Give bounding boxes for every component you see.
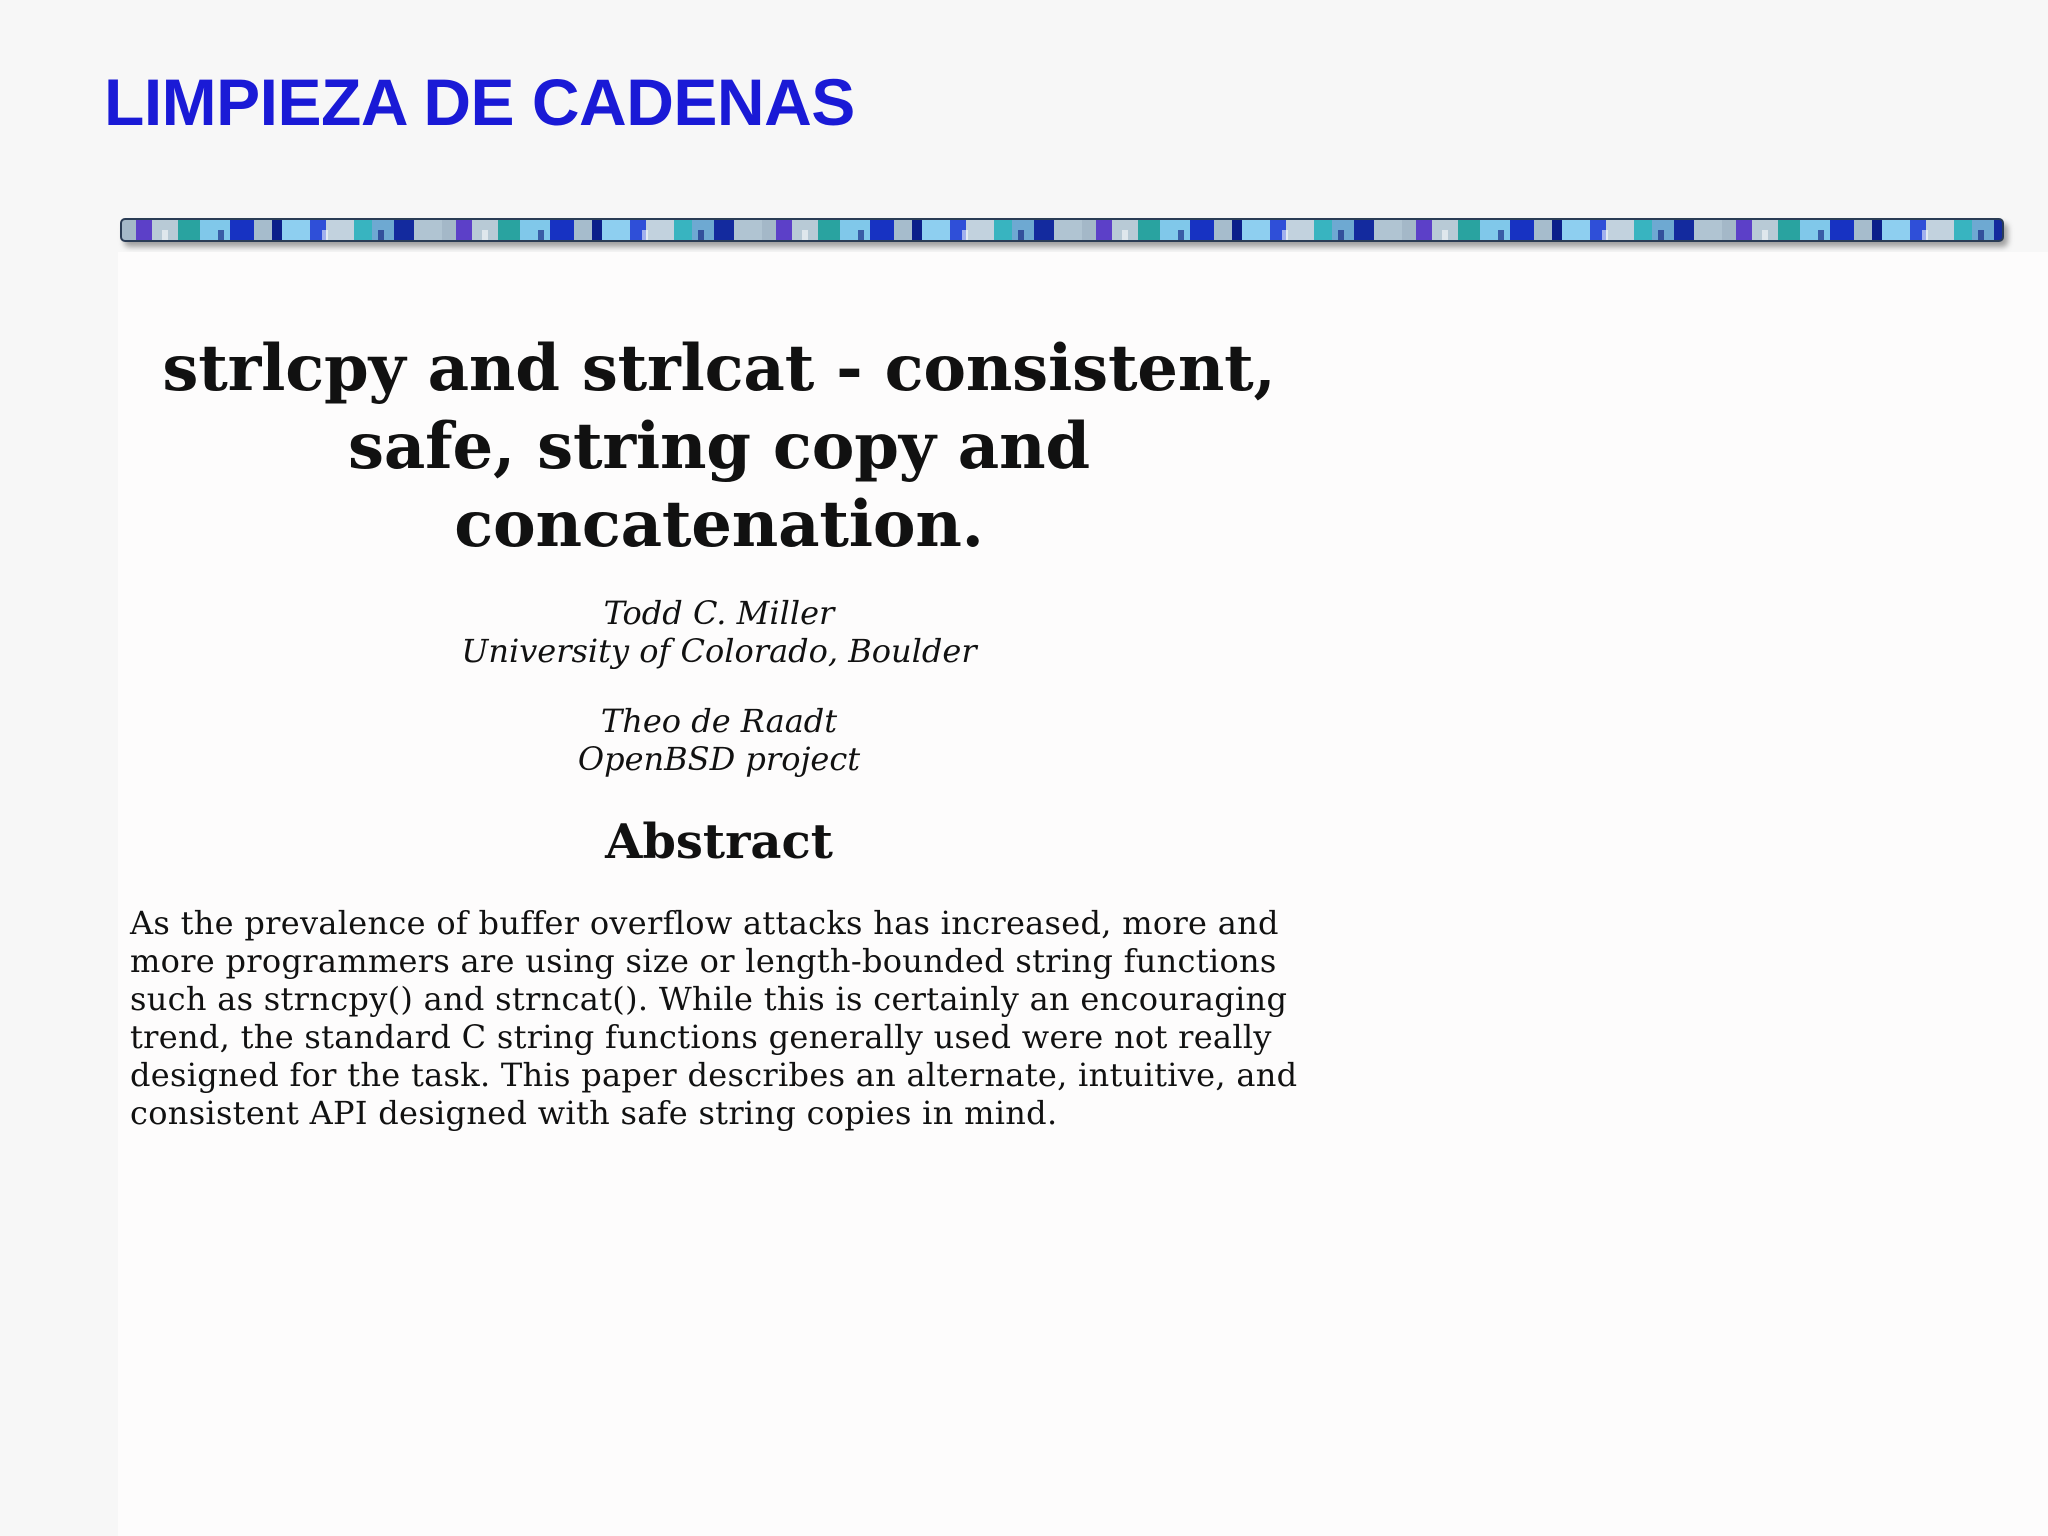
author-name: Theo de Raadt (600, 702, 838, 740)
slide-title: LIMPIEZA DE CADENAS (104, 65, 855, 139)
abstract-heading: Abstract (605, 814, 833, 870)
author-name: Todd C. Miller (603, 594, 835, 632)
author-affiliation: University of Colorado, Boulder (461, 632, 977, 670)
author-block (130, 702, 1308, 778)
abstract-text: As the prevalence of buffer overflow attacks has increased, more and more programmers are using size or length-bounded string functions such as strncpy() and strncat(). While this is certainly an encouraging trend, the standard C string functions generally used were not really designed for the task. This paper describes an alternate, intuitive, and consistent API designed with safe string copies in mind. (130, 904, 1298, 1132)
author-block (130, 594, 1308, 670)
decorative-divider-bar (120, 218, 2004, 242)
paper-excerpt (130, 330, 1308, 1132)
author-affiliation: OpenBSD project (577, 740, 861, 778)
paper-title: strlcpy and strlcat - consistent, safe, string copy and concatenation. (162, 331, 1276, 562)
